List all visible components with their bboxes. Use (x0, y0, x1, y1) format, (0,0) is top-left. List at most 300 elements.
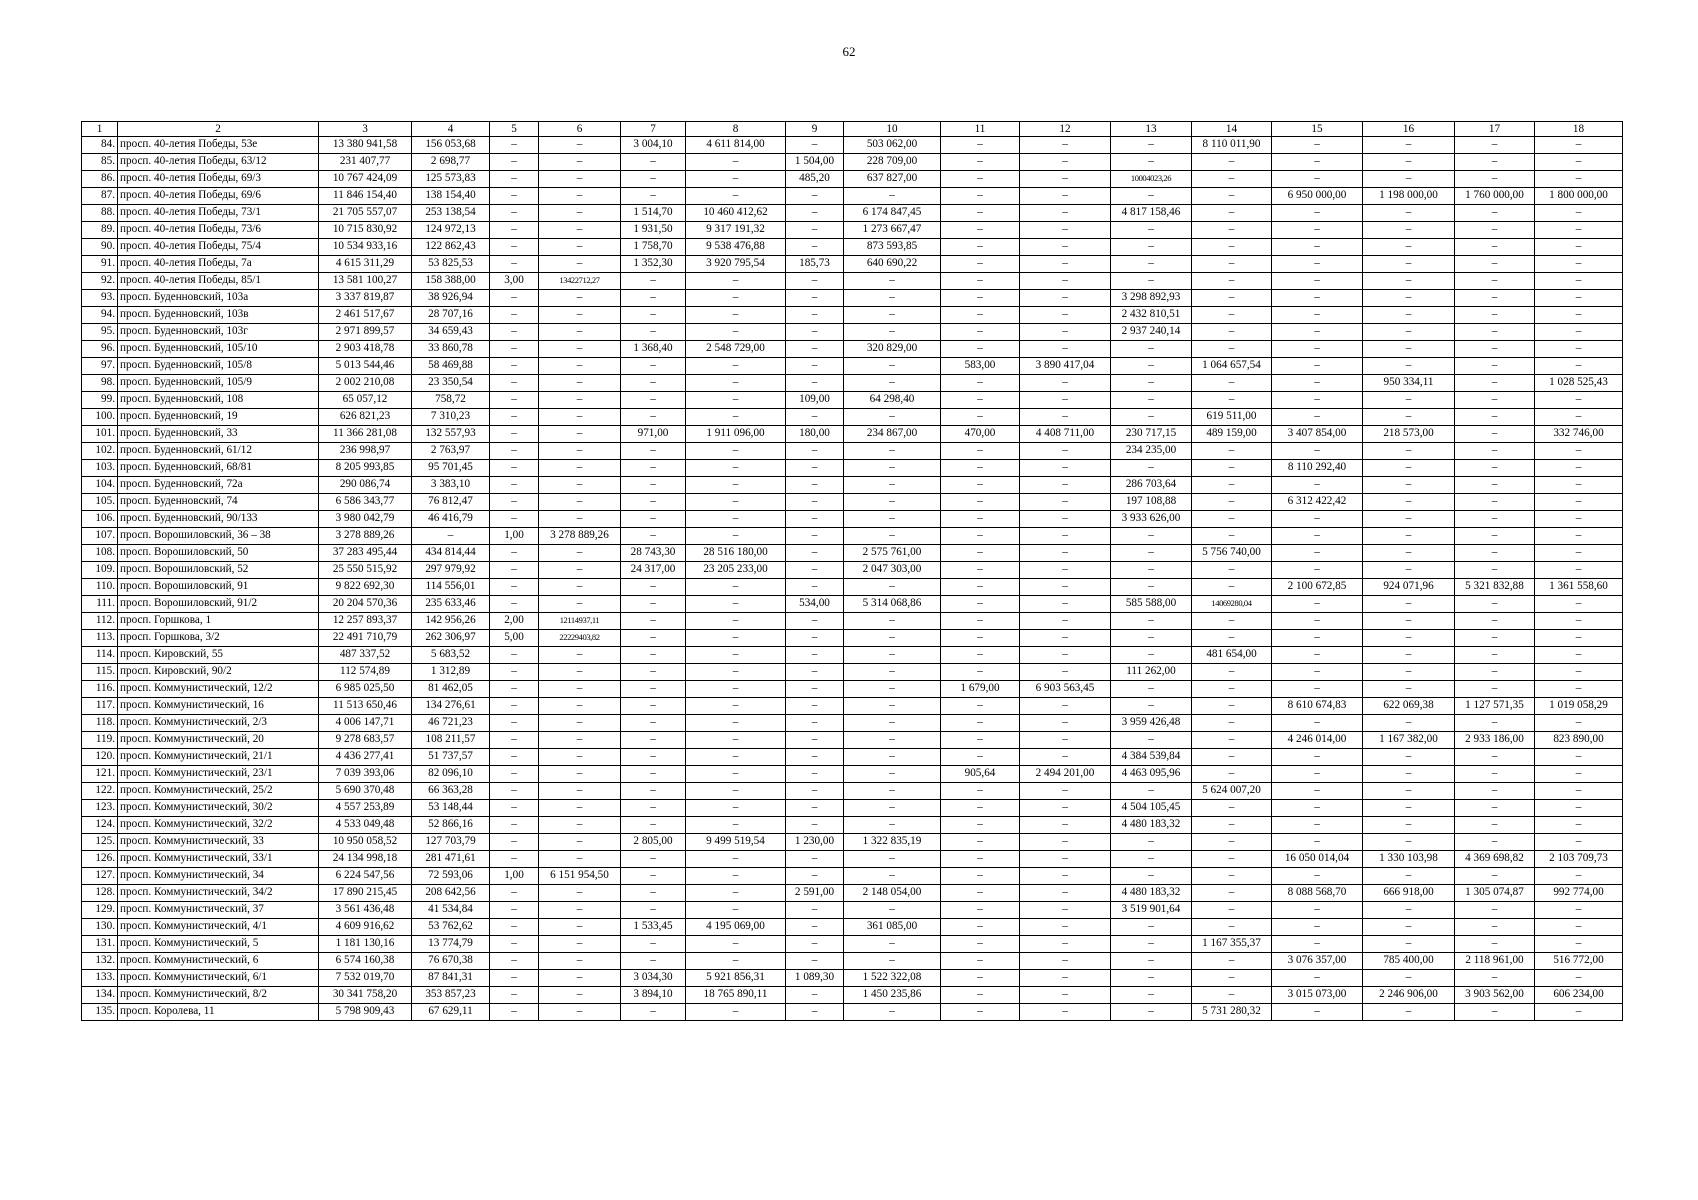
value-cell: 1 230,00 (786, 834, 844, 851)
address-cell: просп. Ворошиловский, 91/2 (118, 596, 319, 613)
value-cell: – (1020, 290, 1111, 307)
address-cell: просп. 40-летия Победы, 69/6 (118, 188, 319, 205)
value-cell: – (1020, 834, 1111, 851)
value-cell: – (1111, 851, 1192, 868)
value-cell: – (490, 443, 539, 460)
value-cell: – (1272, 596, 1363, 613)
value-cell: 1 089,30 (786, 970, 844, 987)
value-cell: – (844, 953, 941, 970)
value-cell: – (490, 715, 539, 732)
value-cell: – (1455, 443, 1535, 460)
value-cell: 23 350,54 (412, 375, 490, 392)
value-cell: 2 103 709,73 (1535, 851, 1623, 868)
value-cell: – (1192, 511, 1272, 528)
value-cell: 72 593,06 (412, 868, 490, 885)
column-header: 8 (686, 122, 786, 137)
value-cell: 434 814,44 (412, 545, 490, 562)
value-cell: – (1111, 630, 1192, 647)
value-cell: 1 064 657,54 (1192, 358, 1272, 375)
value-cell: – (1192, 851, 1272, 868)
value-cell: 2 805,00 (621, 834, 686, 851)
value-cell: – (1455, 273, 1535, 290)
value-cell: – (1020, 375, 1111, 392)
value-cell: – (1535, 970, 1623, 987)
value-cell: – (490, 222, 539, 239)
value-cell: – (1020, 222, 1111, 239)
value-cell: 485,20 (786, 171, 844, 188)
table-row (82, 851, 1623, 868)
value-cell: – (686, 171, 786, 188)
value-cell: – (786, 766, 844, 783)
address-cell: просп. Буденновский, 19 (118, 409, 319, 426)
value-cell: – (1111, 919, 1192, 936)
value-cell: – (686, 664, 786, 681)
value-cell: 2 971 899,57 (319, 324, 412, 341)
value-cell: – (1455, 375, 1535, 392)
value-cell: – (941, 987, 1020, 1004)
value-cell: – (1272, 902, 1363, 919)
value-cell: – (1020, 817, 1111, 834)
value-cell: – (539, 681, 621, 698)
value-cell: 640 690,22 (844, 256, 941, 273)
value-cell: 1 305 074,87 (1455, 885, 1535, 902)
value-cell: – (1020, 460, 1111, 477)
value-cell: – (621, 188, 686, 205)
value-cell: – (1455, 562, 1535, 579)
value-cell: – (1455, 800, 1535, 817)
value-cell: – (490, 647, 539, 664)
value-cell: – (686, 630, 786, 647)
value-cell: – (941, 409, 1020, 426)
value-cell: – (786, 528, 844, 545)
value-cell: – (1111, 409, 1192, 426)
address-cell: просп. Коммунистический, 20 (118, 732, 319, 749)
value-cell: – (1192, 919, 1272, 936)
value-cell: – (1455, 834, 1535, 851)
table-row (82, 749, 1623, 766)
value-cell: 10 767 424,09 (319, 171, 412, 188)
value-cell: – (941, 885, 1020, 902)
address-cell: просп. 40-летия Победы, 7а (118, 256, 319, 273)
value-cell: – (1363, 460, 1455, 477)
value-cell: – (941, 154, 1020, 171)
value-cell: 3 383,10 (412, 477, 490, 494)
value-cell: – (941, 596, 1020, 613)
value-cell: – (1020, 256, 1111, 273)
value-cell: 2 246 906,00 (1363, 987, 1455, 1004)
value-cell: 1 198 000,00 (1363, 188, 1455, 205)
value-cell: – (1363, 222, 1455, 239)
value-cell: – (1111, 681, 1192, 698)
value-cell: – (1363, 511, 1455, 528)
value-cell: – (786, 868, 844, 885)
value-cell: 5 624 007,20 (1192, 783, 1272, 800)
value-cell: 235 633,46 (412, 596, 490, 613)
value-cell: 231 407,77 (319, 154, 412, 171)
value-cell: 87 841,31 (412, 970, 490, 987)
value-cell: – (844, 290, 941, 307)
value-cell: – (844, 460, 941, 477)
row-number-cell: 107. (82, 528, 118, 545)
value-cell: – (1192, 307, 1272, 324)
value-cell: 5 756 740,00 (1192, 545, 1272, 562)
value-cell: – (539, 885, 621, 902)
value-cell: – (621, 647, 686, 664)
value-cell: 3 903 562,00 (1455, 987, 1535, 1004)
row-number-cell: 135. (82, 1004, 118, 1021)
table-row (82, 222, 1623, 239)
value-cell: 4 480 183,32 (1111, 885, 1192, 902)
value-cell: 38 926,94 (412, 290, 490, 307)
value-cell: 52 866,16 (412, 817, 490, 834)
value-cell: – (1111, 545, 1192, 562)
address-cell: просп. Коммунистический, 2/3 (118, 715, 319, 732)
table-row (82, 341, 1623, 358)
table-row (82, 596, 1623, 613)
value-cell: 156 053,68 (412, 137, 490, 154)
value-cell: – (844, 375, 941, 392)
value-cell: – (1455, 783, 1535, 800)
value-cell: 3 278 889,26 (319, 528, 412, 545)
value-cell: 1 167 382,00 (1363, 732, 1455, 749)
address-cell: просп. Кировский, 55 (118, 647, 319, 664)
value-cell: 16 050 014,04 (1272, 851, 1363, 868)
value-cell: – (1455, 256, 1535, 273)
value-cell: 10 715 830,92 (319, 222, 412, 239)
value-cell: 10 534 933,16 (319, 239, 412, 256)
table-row (82, 409, 1623, 426)
row-number-cell: 88. (82, 205, 118, 222)
address-cell: просп. 40-летия Победы, 63/12 (118, 154, 319, 171)
table-row (82, 358, 1623, 375)
address-cell: просп. Коммунистический, 12/2 (118, 681, 319, 698)
value-cell: – (490, 732, 539, 749)
address-cell: просп. Коммунистический, 21/1 (118, 749, 319, 766)
value-cell: – (1192, 562, 1272, 579)
value-cell: – (621, 936, 686, 953)
value-cell: 5 013 544,46 (319, 358, 412, 375)
value-cell: 3 015 073,00 (1272, 987, 1363, 1004)
row-number-cell: 94. (82, 307, 118, 324)
value-cell: 17 890 215,45 (319, 885, 412, 902)
value-cell: 12 257 893,37 (319, 613, 412, 630)
row-number-cell: 134. (82, 987, 118, 1004)
value-cell: – (786, 936, 844, 953)
value-cell: – (539, 307, 621, 324)
value-cell: – (1535, 307, 1623, 324)
value-cell: – (1020, 171, 1111, 188)
address-cell: просп. Коммунистический, 34/2 (118, 885, 319, 902)
address-cell: просп. Коммунистический, 30/2 (118, 800, 319, 817)
value-cell: – (686, 715, 786, 732)
value-cell: – (1192, 885, 1272, 902)
value-cell: – (1272, 239, 1363, 256)
value-cell: – (1192, 817, 1272, 834)
value-cell: – (1192, 732, 1272, 749)
value-cell: – (941, 528, 1020, 545)
value-cell: – (1272, 477, 1363, 494)
value-cell: 5 690 370,48 (319, 783, 412, 800)
value-cell: – (686, 783, 786, 800)
address-cell: просп. Горшкова, 1 (118, 613, 319, 630)
value-cell: – (786, 919, 844, 936)
value-cell: – (539, 817, 621, 834)
value-cell: 2,00 (490, 613, 539, 630)
value-cell: – (844, 936, 941, 953)
value-cell: 3 407 854,00 (1272, 426, 1363, 443)
row-number-cell: 129. (82, 902, 118, 919)
value-cell: – (1363, 409, 1455, 426)
value-cell: 1 679,00 (941, 681, 1020, 698)
table-row (82, 800, 1623, 817)
value-cell: – (621, 800, 686, 817)
value-cell: – (844, 613, 941, 630)
address-cell: просп. 40-летия Победы, 85/1 (118, 273, 319, 290)
value-cell: – (941, 290, 1020, 307)
value-cell: – (1535, 205, 1623, 222)
table-body (82, 137, 1623, 1021)
value-cell: – (621, 409, 686, 426)
value-cell: – (1363, 137, 1455, 154)
value-cell: – (1363, 902, 1455, 919)
value-cell: – (1111, 154, 1192, 171)
value-cell: – (1192, 800, 1272, 817)
value-cell: 1 330 103,98 (1363, 851, 1455, 868)
value-cell: – (1455, 494, 1535, 511)
value-cell: – (786, 290, 844, 307)
value-cell: – (1272, 970, 1363, 987)
value-cell: 109,00 (786, 392, 844, 409)
column-header: 7 (621, 122, 686, 137)
value-cell: 11 366 281,08 (319, 426, 412, 443)
table-row (82, 698, 1623, 715)
value-cell: 1 504,00 (786, 154, 844, 171)
value-cell: 24 317,00 (621, 562, 686, 579)
value-cell: – (1535, 800, 1623, 817)
table-row (82, 392, 1623, 409)
value-cell: – (844, 528, 941, 545)
value-cell: 8 205 993,85 (319, 460, 412, 477)
value-cell: 4 195 069,00 (686, 919, 786, 936)
value-cell: – (1020, 783, 1111, 800)
value-cell: – (539, 494, 621, 511)
value-cell: – (1363, 613, 1455, 630)
table-row (82, 324, 1623, 341)
row-number-cell: 95. (82, 324, 118, 341)
value-cell: – (844, 358, 941, 375)
value-cell: 2 548 729,00 (686, 341, 786, 358)
value-cell: – (844, 800, 941, 817)
value-cell: – (941, 715, 1020, 732)
value-cell: – (621, 664, 686, 681)
value-cell: – (1192, 188, 1272, 205)
value-cell: 3 894,10 (621, 987, 686, 1004)
value-cell: – (786, 409, 844, 426)
value-cell: – (621, 953, 686, 970)
value-cell: – (490, 766, 539, 783)
value-cell: – (490, 953, 539, 970)
value-cell: – (941, 783, 1020, 800)
value-cell: – (844, 766, 941, 783)
row-number-cell: 111. (82, 596, 118, 613)
value-cell: – (844, 715, 941, 732)
value-cell: – (941, 868, 1020, 885)
value-cell: – (1363, 307, 1455, 324)
value-cell: – (686, 817, 786, 834)
value-cell: – (686, 1004, 786, 1021)
table-row (82, 783, 1623, 800)
value-cell: 619 511,00 (1192, 409, 1272, 426)
value-cell: – (539, 953, 621, 970)
value-cell: – (844, 732, 941, 749)
value-cell: – (1535, 511, 1623, 528)
value-cell: – (539, 919, 621, 936)
value-cell: – (1020, 188, 1111, 205)
address-cell: просп. Коммунистический, 34 (118, 868, 319, 885)
value-cell: – (786, 613, 844, 630)
value-cell: – (490, 698, 539, 715)
row-number-cell: 115. (82, 664, 118, 681)
value-cell: – (539, 715, 621, 732)
address-cell: просп. Коммунистический, 5 (118, 936, 319, 953)
value-cell: – (941, 562, 1020, 579)
value-cell: 534,00 (786, 596, 844, 613)
value-cell: – (786, 817, 844, 834)
value-cell: – (1111, 732, 1192, 749)
value-cell: – (844, 630, 941, 647)
value-cell: – (621, 579, 686, 596)
value-cell: 3 278 889,26 (539, 528, 621, 545)
value-cell: – (1363, 545, 1455, 562)
value-cell: – (686, 579, 786, 596)
value-cell: – (1363, 392, 1455, 409)
value-cell: – (941, 749, 1020, 766)
value-cell: – (941, 392, 1020, 409)
value-cell: 236 998,97 (319, 443, 412, 460)
value-cell: – (686, 392, 786, 409)
value-cell: 197 108,88 (1111, 494, 1192, 511)
value-cell: 6 574 160,38 (319, 953, 412, 970)
value-cell: 4 533 049,48 (319, 817, 412, 834)
value-cell: 65 057,12 (319, 392, 412, 409)
value-cell: 1 760 000,00 (1455, 188, 1535, 205)
value-cell: – (490, 171, 539, 188)
value-cell: – (1455, 154, 1535, 171)
value-cell: – (941, 256, 1020, 273)
value-cell: – (1111, 256, 1192, 273)
value-cell: – (786, 205, 844, 222)
table-row (82, 528, 1623, 545)
value-cell: – (621, 868, 686, 885)
table-row (82, 732, 1623, 749)
address-cell: просп. Коммунистический, 32/2 (118, 817, 319, 834)
value-cell: 95 701,45 (412, 460, 490, 477)
value-cell: 3 337 819,87 (319, 290, 412, 307)
row-number-cell: 102. (82, 443, 118, 460)
column-header: 2 (118, 122, 319, 137)
value-cell: – (1272, 562, 1363, 579)
value-cell: 76 812,47 (412, 494, 490, 511)
value-cell: – (1363, 562, 1455, 579)
column-header: 3 (319, 122, 412, 137)
value-cell: – (1363, 494, 1455, 511)
value-cell: – (490, 885, 539, 902)
value-cell: – (1455, 596, 1535, 613)
value-cell: 5 798 909,43 (319, 1004, 412, 1021)
value-cell: 33 860,78 (412, 341, 490, 358)
value-cell: – (621, 528, 686, 545)
value-cell: 1 167 355,37 (1192, 936, 1272, 953)
value-cell: 4 557 253,89 (319, 800, 412, 817)
value-cell: 6 224 547,56 (319, 868, 412, 885)
value-cell: 13 380 941,58 (319, 137, 412, 154)
value-cell: – (1535, 715, 1623, 732)
value-cell: – (686, 596, 786, 613)
value-cell: – (1020, 239, 1111, 256)
value-cell: – (1192, 630, 1272, 647)
value-cell: – (621, 749, 686, 766)
value-cell: – (539, 460, 621, 477)
value-cell: 5 321 832,88 (1455, 579, 1535, 596)
value-cell: – (941, 936, 1020, 953)
value-cell: 10004023,26 (1111, 171, 1192, 188)
value-cell: – (941, 137, 1020, 154)
value-cell: – (1363, 477, 1455, 494)
value-cell: – (1192, 868, 1272, 885)
value-cell: – (1455, 358, 1535, 375)
value-cell: – (1363, 341, 1455, 358)
value-cell: 1 361 558,60 (1535, 579, 1623, 596)
value-cell: – (686, 647, 786, 664)
value-cell: – (490, 137, 539, 154)
value-cell: – (1455, 902, 1535, 919)
table-row (82, 766, 1623, 783)
value-cell: – (1272, 205, 1363, 222)
value-cell: – (621, 511, 686, 528)
address-cell: просп. 40-летия Победы, 75/4 (118, 239, 319, 256)
value-cell: 253 138,54 (412, 205, 490, 222)
value-cell: – (490, 256, 539, 273)
value-cell: – (1111, 358, 1192, 375)
value-cell: – (786, 460, 844, 477)
value-cell: – (1111, 222, 1192, 239)
value-cell: 1 019 058,29 (1535, 698, 1623, 715)
value-cell: 2 933 186,00 (1455, 732, 1535, 749)
value-cell: – (490, 834, 539, 851)
value-cell: 5,00 (490, 630, 539, 647)
value-cell: – (1363, 154, 1455, 171)
value-cell: – (786, 545, 844, 562)
table-row (82, 154, 1623, 171)
address-cell: просп. 40-летия Победы, 73/1 (118, 205, 319, 222)
value-cell: – (1363, 749, 1455, 766)
table-row (82, 290, 1623, 307)
value-cell: 286 703,64 (1111, 477, 1192, 494)
row-number-cell: 84. (82, 137, 118, 154)
value-cell: – (686, 307, 786, 324)
value-cell: 18 765 890,11 (686, 987, 786, 1004)
value-cell: 6 586 343,77 (319, 494, 412, 511)
value-cell: 53 148,44 (412, 800, 490, 817)
row-number-cell: 133. (82, 970, 118, 987)
value-cell: 1 181 130,16 (319, 936, 412, 953)
row-number-cell: 125. (82, 834, 118, 851)
table-row (82, 494, 1623, 511)
value-cell: – (686, 358, 786, 375)
value-cell: – (1455, 919, 1535, 936)
value-cell: – (539, 358, 621, 375)
value-cell: – (1020, 579, 1111, 596)
